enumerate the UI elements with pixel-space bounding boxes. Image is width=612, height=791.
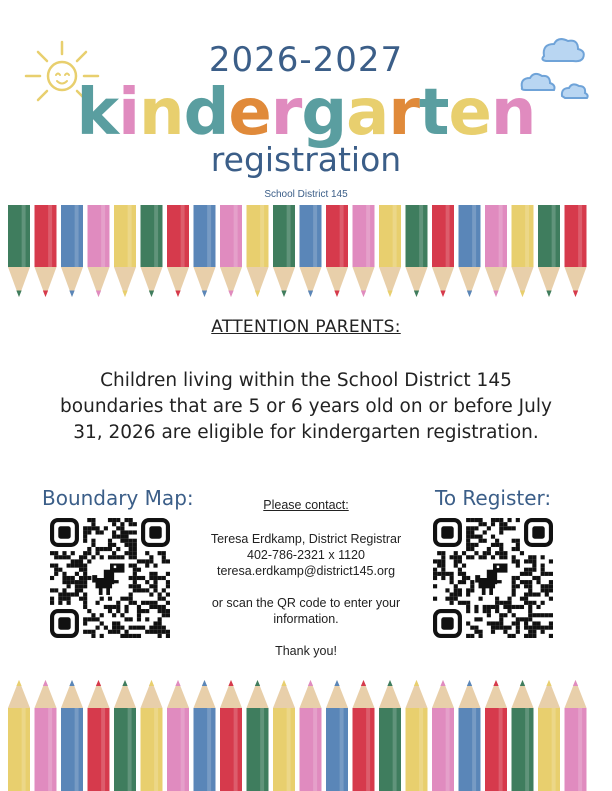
pencil — [459, 205, 481, 297]
contact-email[interactable]: teresa.erdkamp@district145.org — [216, 564, 396, 578]
pencil — [247, 205, 269, 297]
pencil — [565, 205, 587, 297]
pencil — [485, 205, 507, 297]
pencil — [61, 205, 83, 297]
thank-you: Thank you! — [275, 644, 337, 658]
kindergarten-title — [0, 78, 612, 148]
pencil — [432, 205, 454, 297]
pencil — [379, 680, 401, 791]
kindergarten-letter: r — [388, 76, 419, 150]
pencil — [485, 680, 507, 791]
kindergarten-letter: t — [418, 76, 449, 150]
pencil — [114, 205, 136, 297]
district-name: School District 145 — [264, 189, 348, 200]
pencil — [565, 680, 587, 791]
qr-code-icon[interactable] — [433, 518, 553, 638]
eligibility-text: Children living within the School District 145 boundaries that are 5 or 6 years old on or before July 31, 2026 are eligible for kindergarten registration. — [60, 370, 552, 443]
kindergarten-letter: g — [301, 76, 347, 150]
pencil-border-top — [0, 205, 612, 300]
pencil — [220, 680, 242, 791]
pencil — [88, 680, 110, 791]
kindergarten-letter: e — [448, 76, 491, 150]
pencil — [353, 680, 375, 791]
pencil — [459, 680, 481, 791]
pencil — [167, 680, 189, 791]
pencil — [8, 205, 30, 297]
pencil — [406, 680, 428, 791]
qr-code-icon[interactable] — [50, 518, 170, 638]
kindergarten-letter: a — [346, 76, 389, 150]
pencil — [538, 205, 560, 297]
pencil — [167, 205, 189, 297]
pencil — [35, 680, 57, 791]
attention-heading: ATTENTION PARENTS: — [211, 317, 401, 337]
pencil — [194, 205, 216, 297]
pencil-border-bottom — [0, 678, 612, 791]
year-heading: 2026-2027 — [208, 40, 404, 80]
kindergarten-letter: k — [76, 76, 119, 150]
pencil — [194, 680, 216, 791]
contact-name: Teresa Erdkamp, District Registrar — [210, 532, 402, 546]
pencil — [141, 205, 163, 297]
kindergarten-letter: r — [270, 76, 302, 150]
pencil — [538, 680, 560, 791]
pencil — [406, 205, 428, 297]
kindergarten-letter: n — [139, 76, 184, 150]
kindergarten-letter: n — [490, 76, 536, 150]
pencil — [300, 680, 322, 791]
pencil — [220, 205, 242, 297]
boundary-map-label: Boundary Map: — [42, 486, 194, 510]
pencil — [300, 205, 322, 297]
pencil — [35, 205, 57, 297]
contact-phone[interactable]: 402-786-2321 x 1120 — [247, 548, 365, 562]
scan-instructions: or scan the QR code to enter your information. — [211, 596, 401, 626]
pencil — [326, 680, 348, 791]
kindergarten-letter: i — [118, 76, 140, 150]
pencil — [61, 680, 83, 791]
pencil — [512, 205, 534, 297]
register-label: To Register: — [435, 486, 552, 510]
pencil — [273, 205, 295, 297]
pencil — [326, 205, 348, 297]
pencil — [8, 680, 30, 791]
pencil — [512, 680, 534, 791]
registration-heading: registration — [210, 140, 402, 179]
pencil — [247, 680, 269, 791]
kindergarten-letter: e — [228, 76, 271, 150]
pencil — [353, 205, 375, 297]
contact-heading: Please contact: — [263, 498, 349, 512]
kindergarten-letter: d — [183, 76, 229, 150]
pencil — [379, 205, 401, 297]
pencil — [141, 680, 163, 791]
pencil — [114, 680, 136, 791]
contact-block — [186, 497, 426, 659]
pencil — [88, 205, 110, 297]
pencil — [273, 680, 295, 791]
pencil — [432, 680, 454, 791]
